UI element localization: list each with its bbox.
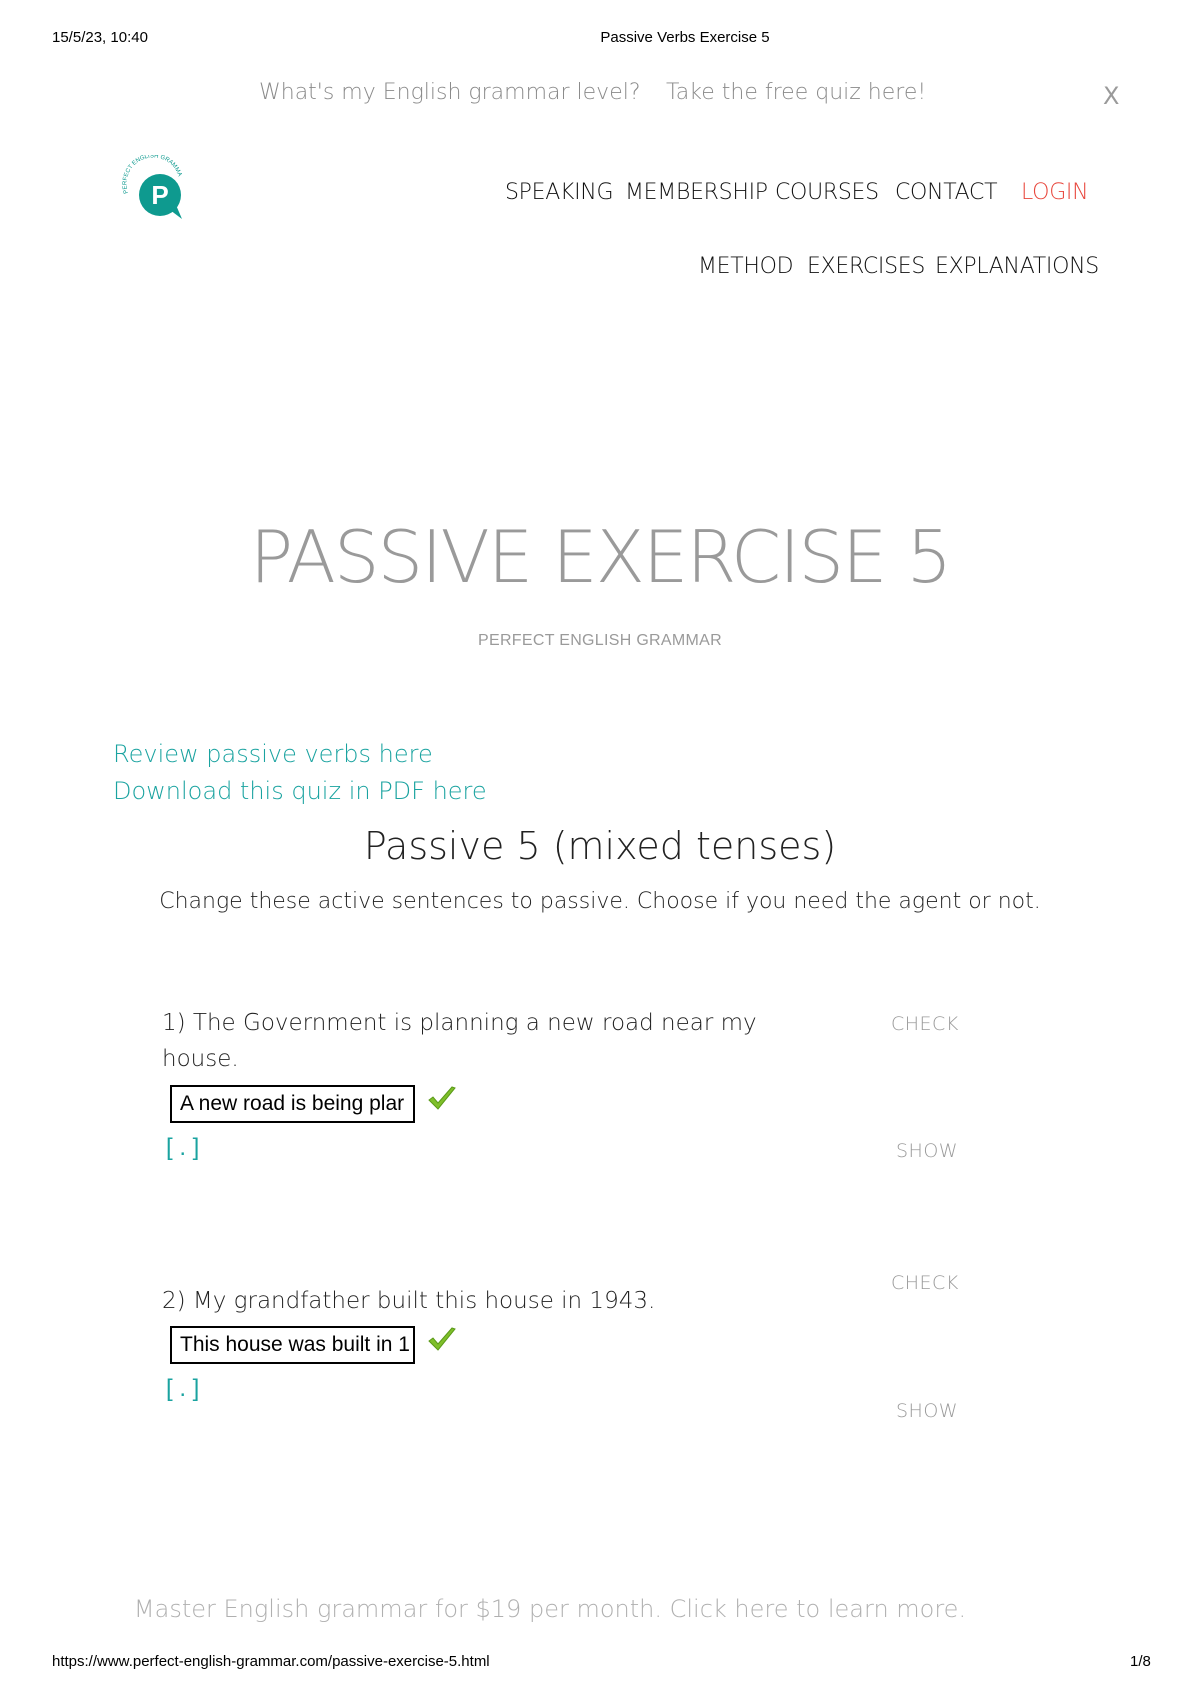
print-datetime: 15/5/23, 10:40 bbox=[52, 29, 148, 46]
correct-check-icon bbox=[427, 1326, 457, 1354]
question-2-show-button[interactable]: SHOW bbox=[896, 1400, 959, 1422]
question-1-reveal[interactable]: [ . ] bbox=[166, 1134, 200, 1161]
page-title: PASSIVE EXERCISE 5 bbox=[249, 515, 951, 599]
nav-exercises[interactable]: EXERCISES bbox=[807, 254, 926, 279]
nav-login[interactable]: LOGIN bbox=[1021, 180, 1089, 205]
download-pdf-link[interactable]: Download this quiz in PDF here bbox=[113, 777, 487, 805]
nav-membership[interactable]: MEMBERSHIP bbox=[625, 180, 768, 205]
nav-method[interactable]: METHOD bbox=[698, 254, 794, 279]
page-subtitle: PERFECT ENGLISH GRAMMAR bbox=[478, 632, 722, 649]
question-2-text: 2) My grandfather built this house in 1943. bbox=[162, 1288, 656, 1314]
nav-contact[interactable]: CONTACT bbox=[895, 180, 998, 205]
print-page-number: 1/8 bbox=[1130, 1653, 1151, 1670]
question-1-text: 1) The Government is planning a new road near my house. bbox=[162, 1010, 757, 1072]
grammar-level-question: What's my English grammar level? bbox=[259, 80, 641, 105]
site-logo[interactable] bbox=[120, 155, 186, 221]
review-passive-link[interactable]: Review passive verbs here bbox=[113, 740, 433, 768]
question-1-answer-input[interactable]: A new road is being plar bbox=[170, 1085, 415, 1123]
print-url: https://www.perfect-english-grammar.com/passive-exercise-5.html bbox=[52, 1653, 490, 1670]
print-title: Passive Verbs Exercise 5 bbox=[600, 29, 770, 46]
question-2-reveal[interactable]: [ . ] bbox=[166, 1375, 200, 1402]
quiz-instructions: Change these active sentences to passive. Choose if you need the agent or not. bbox=[159, 889, 1041, 914]
question-1-show-button[interactable]: SHOW bbox=[896, 1140, 959, 1162]
membership-promo-link[interactable]: Master English grammar for $19 per month. Click here to learn more. bbox=[133, 1595, 967, 1623]
free-quiz-link[interactable]: Take the free quiz here! bbox=[666, 80, 927, 105]
nav-speaking[interactable]: SPEAKING bbox=[505, 180, 614, 205]
logo-icon bbox=[120, 155, 186, 221]
logo-letter: P bbox=[151, 180, 169, 210]
close-promo-button[interactable]: X bbox=[1103, 82, 1120, 110]
question-2-answer-input[interactable]: This house was built in 1 bbox=[170, 1326, 415, 1364]
logo-arc-text: PERFECT ENGLISH GRAMMA bbox=[122, 155, 183, 195]
question-1-check-button[interactable]: CHECK bbox=[891, 1013, 959, 1035]
nav-courses[interactable]: COURSES bbox=[775, 180, 879, 205]
quiz-title: Passive 5 (mixed tenses) bbox=[363, 824, 837, 868]
question-2-check-button[interactable]: CHECK bbox=[891, 1272, 959, 1294]
nav-explanations[interactable]: EXPLANATIONS bbox=[935, 254, 1099, 279]
correct-check-icon bbox=[427, 1085, 457, 1113]
